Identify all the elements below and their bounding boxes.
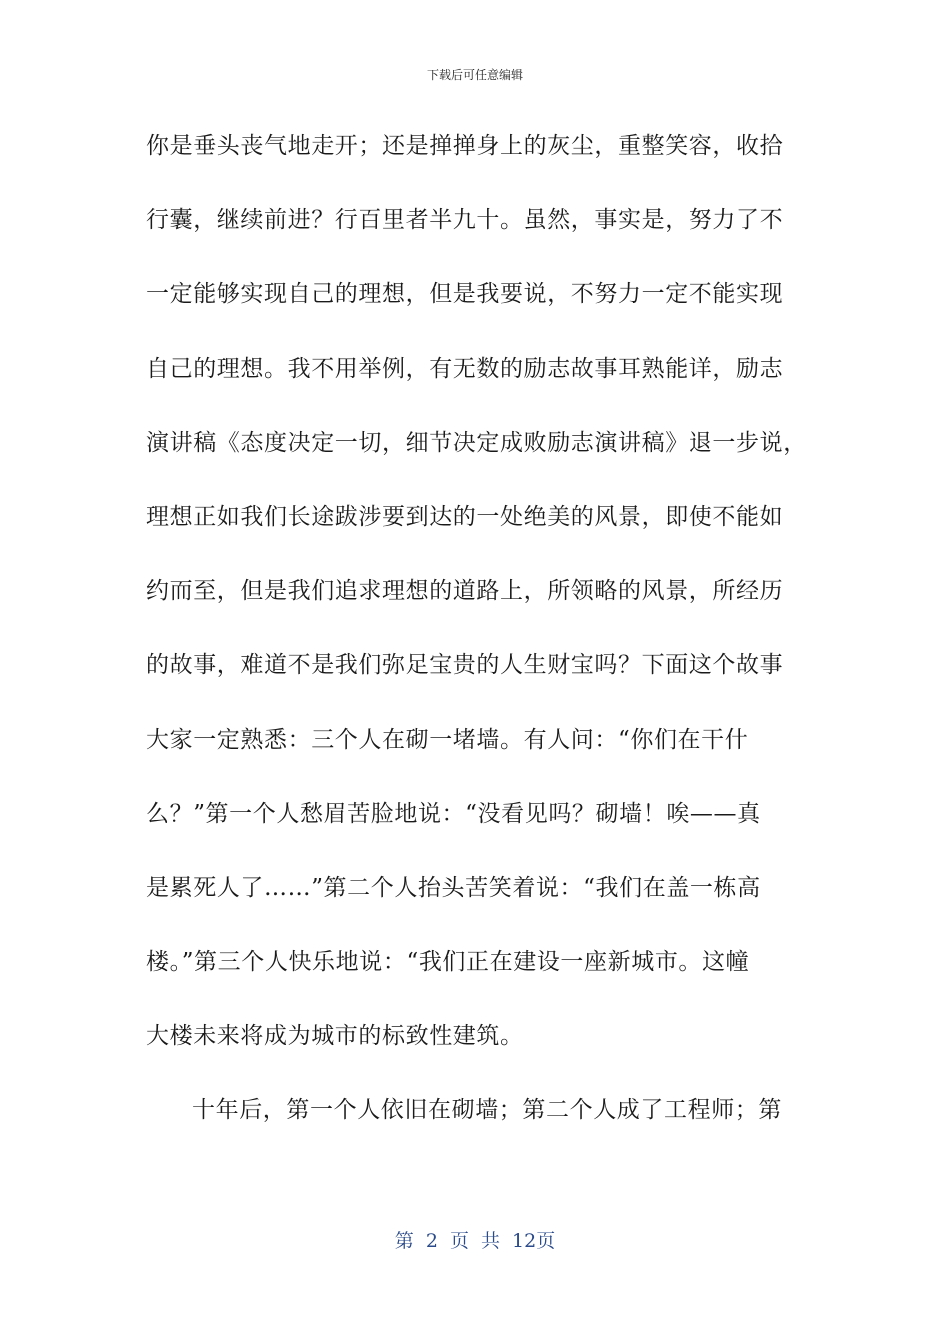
document-body [146, 124, 806, 1163]
page-number-footer: 第 2 页 共 12页 [394, 1230, 556, 1252]
text-line: 行囊，继续前进？行百里者半九十。虽然，事实是，努力了不 [146, 207, 784, 234]
text-line: 你是垂头丧气地走开；还是掸掸身上的灰尘，重整笑容，收拾 [146, 133, 784, 159]
text-line: 约而至，但是我们追求理想的道路上，所领略的风景，所经历 [146, 578, 784, 605]
text-line: 楼。”第三个人快乐地说：“我们正在建设一座新城市。这幢 [146, 949, 750, 976]
text-line: 是累死人了……”第二个人抬头苦笑着说：“我们在盖一栋高 [146, 874, 761, 901]
text-line: 的故事，难道不是我们弥足宝贵的人生财宝吗？下面这个故事 [146, 652, 784, 679]
text-line: 理想正如我们长途跋涉要到达的一处绝美的风景，即使不能如 [146, 503, 784, 530]
text-line: 大家一定熟悉：三个人在砌一堵墙。有人问：“你们在干什 [146, 726, 749, 753]
text-line: 么？”第一个人愁眉苦脸地说：“没看见吗？砌墙！唉——真 [146, 800, 761, 827]
text-line: 大楼未来将成为城市的标致性建筑。 [146, 1023, 524, 1050]
page-header: 下载后可任意编辑 [426, 68, 523, 82]
paragraph-start-line: 十年后，第一个人依旧在砌墙；第二个人成了工程师；第 [192, 1097, 782, 1124]
text-line: 演讲稿《态度决定一切，细节决定成败励志演讲稿》退一步说， [146, 429, 807, 456]
text-line: 自己的理想。我不用举例，有无数的励志故事耳熟能详，励志 [146, 355, 784, 382]
text-line: 一定能够实现自己的理想，但是我要说，不努力一定不能实现 [146, 281, 784, 308]
